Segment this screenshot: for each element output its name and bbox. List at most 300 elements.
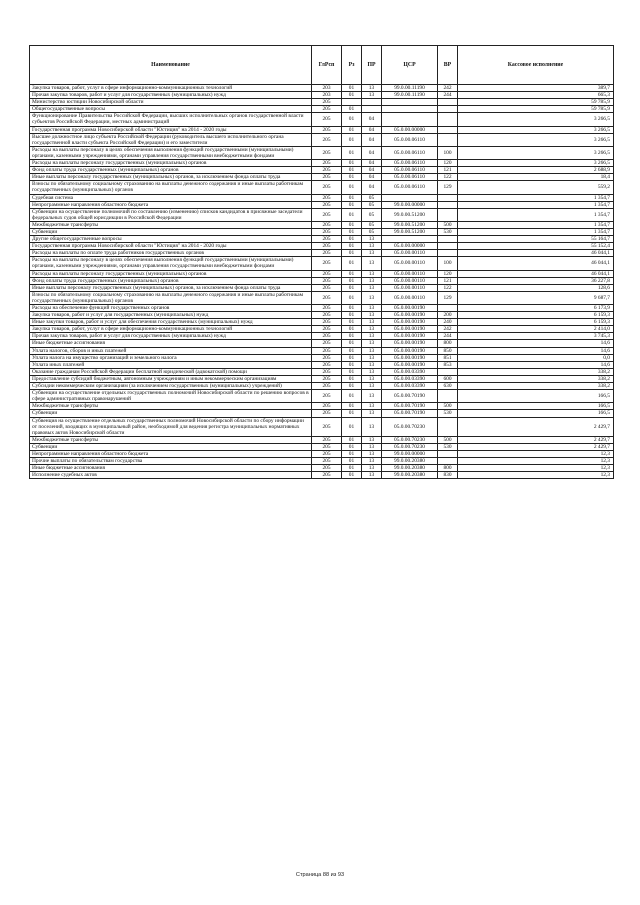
cell-pr: 13 bbox=[362, 390, 382, 403]
cell-name: Иные бюджетные ассигнования bbox=[30, 465, 312, 472]
table-row bbox=[30, 221, 614, 228]
cell-amount: 6 159,3 bbox=[458, 312, 614, 319]
table-row bbox=[30, 277, 614, 284]
cell-pr: 13 bbox=[362, 250, 382, 257]
cell-rz: 01 bbox=[342, 403, 362, 410]
cell-grbs: 203 bbox=[312, 92, 342, 99]
cell-pr: 13 bbox=[362, 243, 382, 250]
cell-amount: 2 688,9 bbox=[458, 167, 614, 174]
cell-rz: 01 bbox=[342, 221, 362, 228]
cell-name: Субвенции на осуществление полномочий по составлению (изменению) списков кандидатов в присяжные заседатели федеральных судов общей юрисдикции в Российской Федерации bbox=[30, 208, 312, 221]
cell-csr bbox=[382, 113, 438, 126]
cell-rz: 01 bbox=[342, 146, 362, 159]
table-row bbox=[30, 92, 614, 99]
cell-vr bbox=[438, 133, 458, 146]
cell-rz: 01 bbox=[342, 312, 362, 319]
header-rz: Рз bbox=[342, 46, 362, 85]
cell-amount: 2 429,7 bbox=[458, 436, 614, 443]
cell-name: Закупка товаров, работ, услуг в сфере информационно-коммуникационных технологий bbox=[30, 85, 312, 92]
table-row bbox=[30, 305, 614, 312]
cell-amount: 3 266,5 bbox=[458, 146, 614, 159]
cell-vr bbox=[438, 450, 458, 457]
cell-pr: 13 bbox=[362, 465, 382, 472]
cell-rz: 01 bbox=[342, 458, 362, 465]
cell-rz: 01 bbox=[342, 194, 362, 201]
cell-rz: 01 bbox=[342, 368, 362, 375]
table-row bbox=[30, 465, 614, 472]
cell-name: Другие общегосударственные вопросы bbox=[30, 236, 312, 243]
cell-grbs: 205 bbox=[312, 181, 342, 194]
cell-grbs: 205 bbox=[312, 146, 342, 159]
cell-vr: 853 bbox=[438, 361, 458, 368]
cell-name: Фонд оплаты труда государственных (муниципальных) органов bbox=[30, 277, 312, 284]
cell-rz: 01 bbox=[342, 354, 362, 361]
cell-csr: 05.0.00.00190 bbox=[382, 347, 438, 354]
cell-rz: 01 bbox=[342, 305, 362, 312]
cell-csr bbox=[382, 236, 438, 243]
cell-vr: 242 bbox=[438, 326, 458, 333]
table-row bbox=[30, 126, 614, 133]
cell-csr: 05.0.00.00110 bbox=[382, 291, 438, 304]
cell-name: Расходы на выплаты персоналу в целях обеспечения выполнения функций государственными (муниципальными) органами, казенными учреждениями, органами управления государственными внебюджетными фондами bbox=[30, 146, 312, 159]
cell-pr: 05 bbox=[362, 221, 382, 228]
cell-grbs: 205 bbox=[312, 417, 342, 436]
header-vr: ВР bbox=[438, 46, 458, 85]
cell-csr: 99.0.00.00000 bbox=[382, 201, 438, 208]
cell-pr: 04 bbox=[362, 181, 382, 194]
cell-amount: 166,5 bbox=[458, 403, 614, 410]
cell-grbs: 205 bbox=[312, 410, 342, 417]
cell-amount: 3 266,5 bbox=[458, 160, 614, 167]
cell-grbs: 205 bbox=[312, 326, 342, 333]
cell-rz: 01 bbox=[342, 243, 362, 250]
cell-amount: 12,3 bbox=[458, 458, 614, 465]
cell-csr: 99.0.00.51200 bbox=[382, 228, 438, 235]
cell-rz: 01 bbox=[342, 85, 362, 92]
cell-csr: 99.0.00.20380 bbox=[382, 458, 438, 465]
cell-csr: 05.0.00.00190 bbox=[382, 333, 438, 340]
table-row bbox=[30, 181, 614, 194]
table-row bbox=[30, 472, 614, 479]
cell-pr: 13 bbox=[362, 312, 382, 319]
table-row bbox=[30, 201, 614, 208]
table-row bbox=[30, 194, 614, 201]
cell-rz: 01 bbox=[342, 228, 362, 235]
header-amount: Кассовое исполнение bbox=[458, 46, 614, 85]
cell-pr: 13 bbox=[362, 368, 382, 375]
cell-grbs: 205 bbox=[312, 465, 342, 472]
cell-vr bbox=[438, 368, 458, 375]
table-row bbox=[30, 174, 614, 181]
cell-vr: 850 bbox=[438, 347, 458, 354]
cell-amount: 3 266,5 bbox=[458, 133, 614, 146]
cell-amount: 14,6 bbox=[458, 347, 614, 354]
cell-rz: 01 bbox=[342, 160, 362, 167]
cell-amount: 36 227,8 bbox=[458, 277, 614, 284]
cell-grbs: 205 bbox=[312, 284, 342, 291]
cell-amount: 0,0 bbox=[458, 354, 614, 361]
cell-pr: 13 bbox=[362, 375, 382, 382]
cell-amount: 338,2 bbox=[458, 368, 614, 375]
cell-name: Государственная программа Новосибирской области "Юстиция" на 2014 - 2020 годы bbox=[30, 126, 312, 133]
cell-rz: 01 bbox=[342, 450, 362, 457]
table-row bbox=[30, 354, 614, 361]
cell-amount: 1 354,7 bbox=[458, 208, 614, 221]
cell-pr: 13 bbox=[362, 270, 382, 277]
table-row bbox=[30, 417, 614, 436]
cell-vr: 200 bbox=[438, 312, 458, 319]
table-row bbox=[30, 436, 614, 443]
cell-csr: 05.0.00.03390 bbox=[382, 383, 438, 390]
cell-pr: 13 bbox=[362, 458, 382, 465]
cell-pr: 13 bbox=[362, 257, 382, 270]
cell-vr: 122 bbox=[438, 284, 458, 291]
cell-vr: 630 bbox=[438, 383, 458, 390]
cell-vr bbox=[438, 208, 458, 221]
cell-rz: 01 bbox=[342, 333, 362, 340]
cell-grbs: 205 bbox=[312, 160, 342, 167]
cell-amount: 1 354,7 bbox=[458, 221, 614, 228]
table-row bbox=[30, 390, 614, 403]
cell-grbs: 205 bbox=[312, 99, 342, 106]
cell-rz: 01 bbox=[342, 133, 362, 146]
table-row bbox=[30, 340, 614, 347]
cell-vr: 100 bbox=[438, 257, 458, 270]
cell-vr bbox=[438, 458, 458, 465]
table-row bbox=[30, 208, 614, 221]
cell-pr: 13 bbox=[362, 443, 382, 450]
cell-amount: 1 354,7 bbox=[458, 228, 614, 235]
cell-grbs: 205 bbox=[312, 291, 342, 304]
table-row bbox=[30, 113, 614, 126]
cell-name: Министерство юстиции Новосибирской области bbox=[30, 99, 312, 106]
cell-rz: 01 bbox=[342, 167, 362, 174]
cell-grbs: 205 bbox=[312, 458, 342, 465]
cell-name: Уплата иных платежей bbox=[30, 361, 312, 368]
cell-amount: 1 354,7 bbox=[458, 194, 614, 201]
cell-name: Субвенции bbox=[30, 228, 312, 235]
table-header-row bbox=[30, 46, 614, 85]
cell-vr: 129 bbox=[438, 291, 458, 304]
cell-pr: 05 bbox=[362, 208, 382, 221]
cell-vr: 100 bbox=[438, 146, 458, 159]
cell-name: Фонд оплаты труда государственных (муниципальных) органов bbox=[30, 167, 312, 174]
header-csr: ЦСР bbox=[382, 46, 438, 85]
cell-csr: 05.0.00.06110 bbox=[382, 160, 438, 167]
table-row bbox=[30, 250, 614, 257]
cell-vr: 129 bbox=[438, 181, 458, 194]
cell-vr: 120 bbox=[438, 160, 458, 167]
cell-vr: 851 bbox=[438, 354, 458, 361]
cell-pr: 04 bbox=[362, 167, 382, 174]
cell-csr: 05.0.00.06110 bbox=[382, 133, 438, 146]
cell-csr: 05.0.00.00110 bbox=[382, 270, 438, 277]
cell-pr: 05 bbox=[362, 194, 382, 201]
cell-grbs: 205 bbox=[312, 312, 342, 319]
budget-page bbox=[29, 45, 613, 479]
cell-name: Межбюджетные трансферты bbox=[30, 436, 312, 443]
cell-rz: 01 bbox=[342, 113, 362, 126]
table-row bbox=[30, 284, 614, 291]
cell-grbs: 205 bbox=[312, 257, 342, 270]
cell-vr: 122 bbox=[438, 174, 458, 181]
cell-name: Расходы на выплаты по оплате труда работников государственных органов bbox=[30, 250, 312, 257]
cell-vr bbox=[438, 194, 458, 201]
table-row bbox=[30, 291, 614, 304]
cell-rz: 01 bbox=[342, 472, 362, 479]
cell-vr: 244 bbox=[438, 92, 458, 99]
cell-pr: 13 bbox=[362, 361, 382, 368]
table-row bbox=[30, 160, 614, 167]
cell-grbs: 205 bbox=[312, 319, 342, 326]
cell-pr: 13 bbox=[362, 277, 382, 284]
cell-rz: 01 bbox=[342, 347, 362, 354]
cell-rz: 01 bbox=[342, 326, 362, 333]
cell-csr: 05.0.00.70190 bbox=[382, 410, 438, 417]
cell-pr bbox=[362, 106, 382, 113]
cell-pr: 04 bbox=[362, 160, 382, 167]
cell-name: Иные бюджетные ассигнования bbox=[30, 340, 312, 347]
cell-amount: 665,3 bbox=[458, 92, 614, 99]
cell-amount: 12,3 bbox=[458, 472, 614, 479]
cell-amount: 12,3 bbox=[458, 465, 614, 472]
cell-rz: 01 bbox=[342, 443, 362, 450]
table-row bbox=[30, 450, 614, 457]
cell-name: Государственная программа Новосибирской области "Юстиция" на 2014 - 2020 годы bbox=[30, 243, 312, 250]
cell-grbs: 205 bbox=[312, 340, 342, 347]
cell-amount: 46 044,1 bbox=[458, 250, 614, 257]
cell-csr: 05.0.00.00110 bbox=[382, 277, 438, 284]
cell-csr: 05.0.00.00000 bbox=[382, 243, 438, 250]
cell-name: Взносы по обязательному социальному страхованию на выплаты денежного содержания и иные выплаты работникам государственных (муниципальных) органов bbox=[30, 181, 312, 194]
table-row bbox=[30, 167, 614, 174]
cell-pr: 13 bbox=[362, 284, 382, 291]
cell-vr bbox=[438, 99, 458, 106]
table-row bbox=[30, 326, 614, 333]
cell-pr: 05 bbox=[362, 201, 382, 208]
cell-pr: 13 bbox=[362, 417, 382, 436]
cell-amount: 166,5 bbox=[458, 390, 614, 403]
cell-vr bbox=[438, 201, 458, 208]
cell-vr bbox=[438, 305, 458, 312]
cell-rz: 01 bbox=[342, 383, 362, 390]
cell-csr: 05.0.00.00190 bbox=[382, 340, 438, 347]
cell-grbs: 205 bbox=[312, 333, 342, 340]
cell-pr: 13 bbox=[362, 436, 382, 443]
table-row bbox=[30, 146, 614, 159]
cell-csr: 05.0.00.06110 bbox=[382, 167, 438, 174]
cell-vr: 800 bbox=[438, 465, 458, 472]
cell-csr: 05.0.00.00110 bbox=[382, 257, 438, 270]
cell-pr: 04 bbox=[362, 113, 382, 126]
cell-grbs: 205 bbox=[312, 236, 342, 243]
cell-pr: 13 bbox=[362, 333, 382, 340]
cell-grbs: 205 bbox=[312, 167, 342, 174]
cell-csr: 05.0.00.00190 bbox=[382, 305, 438, 312]
cell-rz: 01 bbox=[342, 277, 362, 284]
cell-amount: 9 687,7 bbox=[458, 291, 614, 304]
cell-vr: 600 bbox=[438, 375, 458, 382]
table-row bbox=[30, 368, 614, 375]
cell-grbs: 203 bbox=[312, 85, 342, 92]
budget-table bbox=[29, 45, 614, 479]
cell-rz: 01 bbox=[342, 174, 362, 181]
cell-name: Межбюджетные трансферты bbox=[30, 221, 312, 228]
cell-rz: 01 bbox=[342, 375, 362, 382]
cell-csr: 05.0.00.06110 bbox=[382, 174, 438, 181]
cell-rz: 01 bbox=[342, 340, 362, 347]
cell-rz: 01 bbox=[342, 436, 362, 443]
cell-amount: 128,6 bbox=[458, 284, 614, 291]
cell-grbs: 205 bbox=[312, 443, 342, 450]
cell-vr: 500 bbox=[438, 403, 458, 410]
cell-rz: 01 bbox=[342, 284, 362, 291]
cell-pr: 13 bbox=[362, 92, 382, 99]
cell-vr bbox=[438, 390, 458, 403]
cell-pr: 04 bbox=[362, 133, 382, 146]
cell-csr: 99.0.00.11190 bbox=[382, 92, 438, 99]
cell-pr: 13 bbox=[362, 450, 382, 457]
cell-csr: 05.0.00.00190 bbox=[382, 312, 438, 319]
cell-grbs: 205 bbox=[312, 228, 342, 235]
cell-vr: 244 bbox=[438, 333, 458, 340]
cell-rz: 01 bbox=[342, 250, 362, 257]
cell-rz: 01 bbox=[342, 181, 362, 194]
cell-pr: 13 bbox=[362, 236, 382, 243]
cell-name: Расходы на выплаты персоналу государственных (муниципальных) органов bbox=[30, 270, 312, 277]
cell-pr: 05 bbox=[362, 228, 382, 235]
cell-pr: 13 bbox=[362, 410, 382, 417]
cell-name: Судебная система bbox=[30, 194, 312, 201]
cell-grbs: 205 bbox=[312, 390, 342, 403]
cell-csr bbox=[382, 194, 438, 201]
cell-vr: 121 bbox=[438, 277, 458, 284]
cell-grbs: 205 bbox=[312, 368, 342, 375]
cell-amount: 55 152,4 bbox=[458, 243, 614, 250]
cell-csr: 05.0.00.70230 bbox=[382, 436, 438, 443]
cell-vr: 240 bbox=[438, 319, 458, 326]
cell-amount: 2 429,7 bbox=[458, 443, 614, 450]
cell-name: Закупка товаров, работ, услуг в сфере информационно-коммуникационных технологий bbox=[30, 326, 312, 333]
cell-pr: 04 bbox=[362, 126, 382, 133]
table-row bbox=[30, 383, 614, 390]
cell-vr bbox=[438, 243, 458, 250]
cell-name: Исполнение судебных актов bbox=[30, 472, 312, 479]
cell-grbs: 205 bbox=[312, 113, 342, 126]
cell-vr bbox=[438, 417, 458, 436]
cell-grbs: 205 bbox=[312, 201, 342, 208]
cell-amount: 55 164,7 bbox=[458, 236, 614, 243]
table-row bbox=[30, 228, 614, 235]
table-row bbox=[30, 458, 614, 465]
cell-name: Закупка товаров, работ и услуг для государственных (муниципальных) нужд bbox=[30, 312, 312, 319]
cell-csr: 05.0.00.70230 bbox=[382, 443, 438, 450]
cell-grbs: 205 bbox=[312, 250, 342, 257]
cell-vr bbox=[438, 126, 458, 133]
cell-name: Функционирование Правительства Российской Федерации, высших исполнительных органов государственной власти субъектов Российской Федерации, местных администраций bbox=[30, 113, 312, 126]
cell-name: Субвенции bbox=[30, 443, 312, 450]
table-row bbox=[30, 410, 614, 417]
cell-amount: 338,2 bbox=[458, 375, 614, 382]
cell-pr: 13 bbox=[362, 291, 382, 304]
cell-name: Прочая закупка товаров, работ и услуг для государственных (муниципальных) нужд bbox=[30, 333, 312, 340]
cell-pr: 13 bbox=[362, 347, 382, 354]
cell-amount: 3 745,3 bbox=[458, 333, 614, 340]
cell-amount: 46 044,1 bbox=[458, 270, 614, 277]
cell-amount: 46 044,1 bbox=[458, 257, 614, 270]
table-row bbox=[30, 257, 614, 270]
cell-csr: 05.0.00.70230 bbox=[382, 417, 438, 436]
cell-csr: 05.0.00.00110 bbox=[382, 250, 438, 257]
table-body bbox=[30, 85, 614, 479]
cell-pr: 13 bbox=[362, 326, 382, 333]
cell-grbs: 205 bbox=[312, 436, 342, 443]
cell-amount: 2 414,0 bbox=[458, 326, 614, 333]
cell-amount: 559,2 bbox=[458, 181, 614, 194]
cell-grbs: 205 bbox=[312, 347, 342, 354]
cell-amount: 14,6 bbox=[458, 361, 614, 368]
table-row bbox=[30, 85, 614, 92]
table-row bbox=[30, 243, 614, 250]
cell-grbs: 205 bbox=[312, 221, 342, 228]
cell-grbs: 205 bbox=[312, 208, 342, 221]
cell-name: Непрограммные направления областного бюджета bbox=[30, 450, 312, 457]
table-row bbox=[30, 236, 614, 243]
cell-name: Непрограммные направления областного бюджета bbox=[30, 201, 312, 208]
cell-csr: 05.0.00.06110 bbox=[382, 146, 438, 159]
table-row bbox=[30, 99, 614, 106]
cell-amount: 14,6 bbox=[458, 340, 614, 347]
cell-pr: 13 bbox=[362, 340, 382, 347]
cell-amount: 338,2 bbox=[458, 383, 614, 390]
cell-rz bbox=[342, 99, 362, 106]
cell-csr: 05.0.00.06110 bbox=[382, 181, 438, 194]
cell-rz: 01 bbox=[342, 361, 362, 368]
cell-vr bbox=[438, 236, 458, 243]
cell-amount: 2 429,7 bbox=[458, 417, 614, 436]
table-row bbox=[30, 347, 614, 354]
cell-name: Уплата налога на имущество организаций и земельного налога bbox=[30, 354, 312, 361]
cell-grbs: 205 bbox=[312, 277, 342, 284]
cell-vr: 500 bbox=[438, 221, 458, 228]
cell-grbs: 205 bbox=[312, 243, 342, 250]
cell-rz: 01 bbox=[342, 208, 362, 221]
cell-rz: 01 bbox=[342, 465, 362, 472]
cell-vr bbox=[438, 250, 458, 257]
page-footer: Страница 88 из 93 bbox=[295, 872, 345, 878]
cell-name: Расходы на обеспечение функций государственных органов bbox=[30, 305, 312, 312]
cell-vr: 800 bbox=[438, 340, 458, 347]
cell-pr: 13 bbox=[362, 319, 382, 326]
cell-name: Иные выплаты персоналу государственных (муниципальных) органов, за исключением фонда оплаты труда bbox=[30, 174, 312, 181]
cell-vr: 120 bbox=[438, 270, 458, 277]
cell-name: Предоставление субсидий бюджетным, автономным учреждениям и иным некоммерческим организациям bbox=[30, 375, 312, 382]
cell-grbs: 205 bbox=[312, 472, 342, 479]
cell-pr: 13 bbox=[362, 305, 382, 312]
cell-csr: 05.0.00.03390 bbox=[382, 368, 438, 375]
table-row bbox=[30, 319, 614, 326]
cell-grbs: 205 bbox=[312, 194, 342, 201]
cell-amount: 59 785,9 bbox=[458, 99, 614, 106]
header-grbs: ГлРсп bbox=[312, 46, 342, 85]
cell-name: Уплата налогов, сборов и иных платежей bbox=[30, 347, 312, 354]
cell-grbs: 205 bbox=[312, 174, 342, 181]
table-row bbox=[30, 375, 614, 382]
cell-csr: 99.0.00.51200 bbox=[382, 221, 438, 228]
cell-name: Высшее должностное лицо субъекта Российской Федерации (руководитель высшего исполнительного органа государственной власти субъекта Российской Федерации) и его заместители bbox=[30, 133, 312, 146]
cell-rz: 01 bbox=[342, 417, 362, 436]
cell-csr: 05.0.00.00190 bbox=[382, 354, 438, 361]
